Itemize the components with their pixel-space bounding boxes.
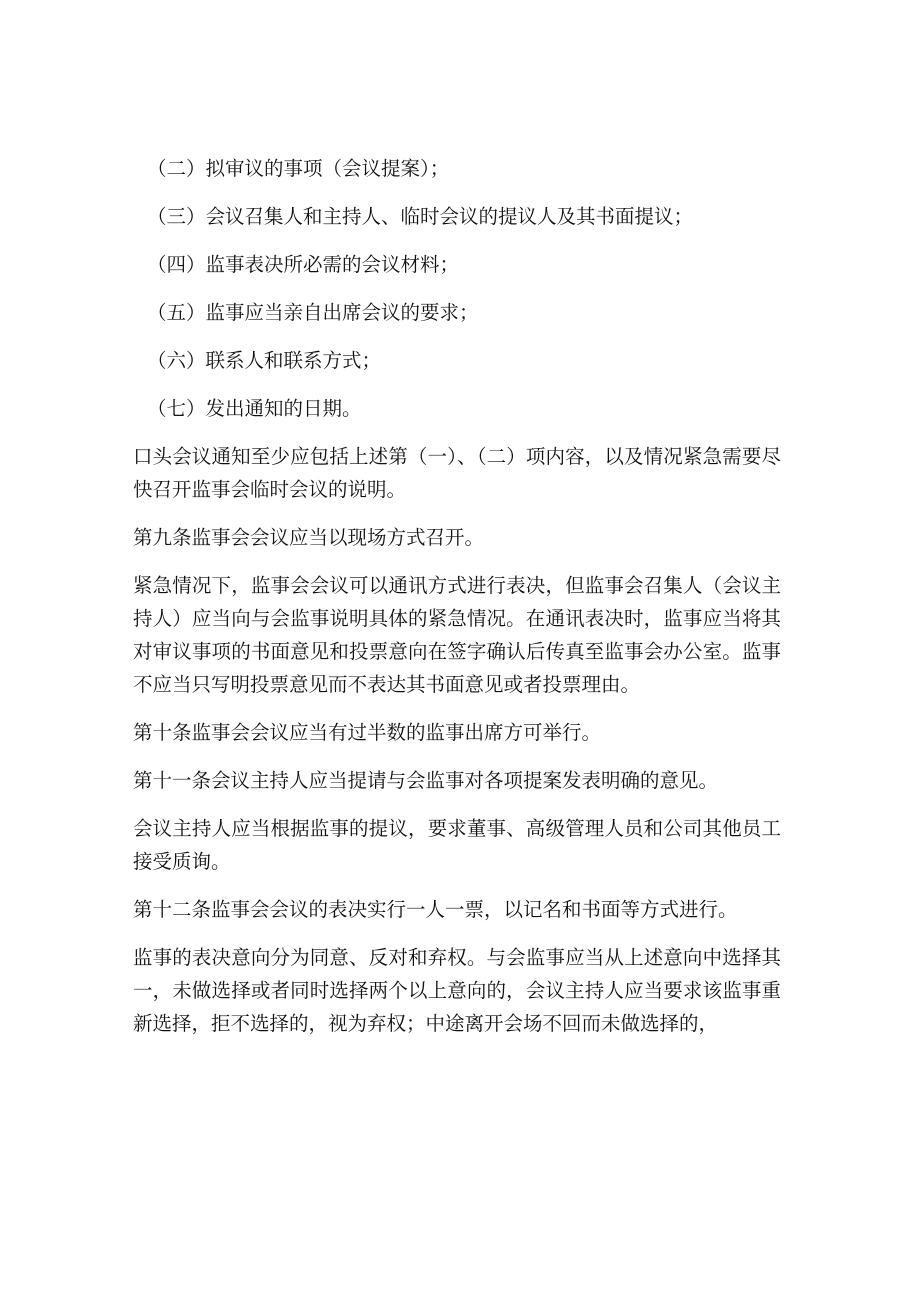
article-paragraph: 第十一条会议主持人应当提请与会监事对各项提案发表明确的意见。 [133, 769, 719, 792]
list-item: （七）发出通知的日期。 [147, 397, 362, 420]
article-paragraph: 第十二条监事会会议的表决实行一人一票，以记名和书面等方式进行。 [133, 898, 738, 921]
list-item: （五）监事应当亲自出席会议的要求； [147, 301, 479, 324]
list-item: （二）拟审议的事项（会议提案）； [147, 157, 450, 180]
article-paragraph: 第九条监事会会议应当以现场方式召开。 [133, 526, 485, 549]
document-body [133, 152, 781, 1055]
body-paragraph: 监事的表决意向分为同意、反对和弃权。与会监事应当从上述意向中选择其一，未做选择或者同时选择两个以上意向的，会议主持人应当要求该监事重新选择，拒不选择的，视为弃权；中途离开会场不回而未做选择的， [133, 946, 781, 1035]
list-item: （六）联系人和联系方式； [147, 349, 382, 372]
list-item: （三）会议召集人和主持人、临时会议的提议人及其书面提议； [147, 205, 694, 228]
article-paragraph: 第十条监事会会议应当有过半数的监事出席方可举行。 [133, 721, 602, 744]
body-paragraph: 紧急情况下，监事会会议可以通讯方式进行表决，但监事会召集人（会议主持人）应当向与会监事说明具体的紧急情况。在通讯表决时，监事应当将其对审议事项的书面意见和投票意向在签字确认后传真至监事会办公室。监事不应当只写明投票意见而不表达其书面意见或者投票理由。 [133, 574, 781, 696]
body-paragraph: 口头会议通知至少应包括上述第（一）、（二）项内容，以及情况紧急需要尽快召开监事会临时会议的说明。 [133, 445, 781, 501]
body-paragraph: 会议主持人应当根据监事的提议，要求董事、高级管理人员和公司其他员工接受质询。 [133, 817, 781, 873]
list-item: （四）监事表决所必需的会议材料； [147, 253, 460, 276]
